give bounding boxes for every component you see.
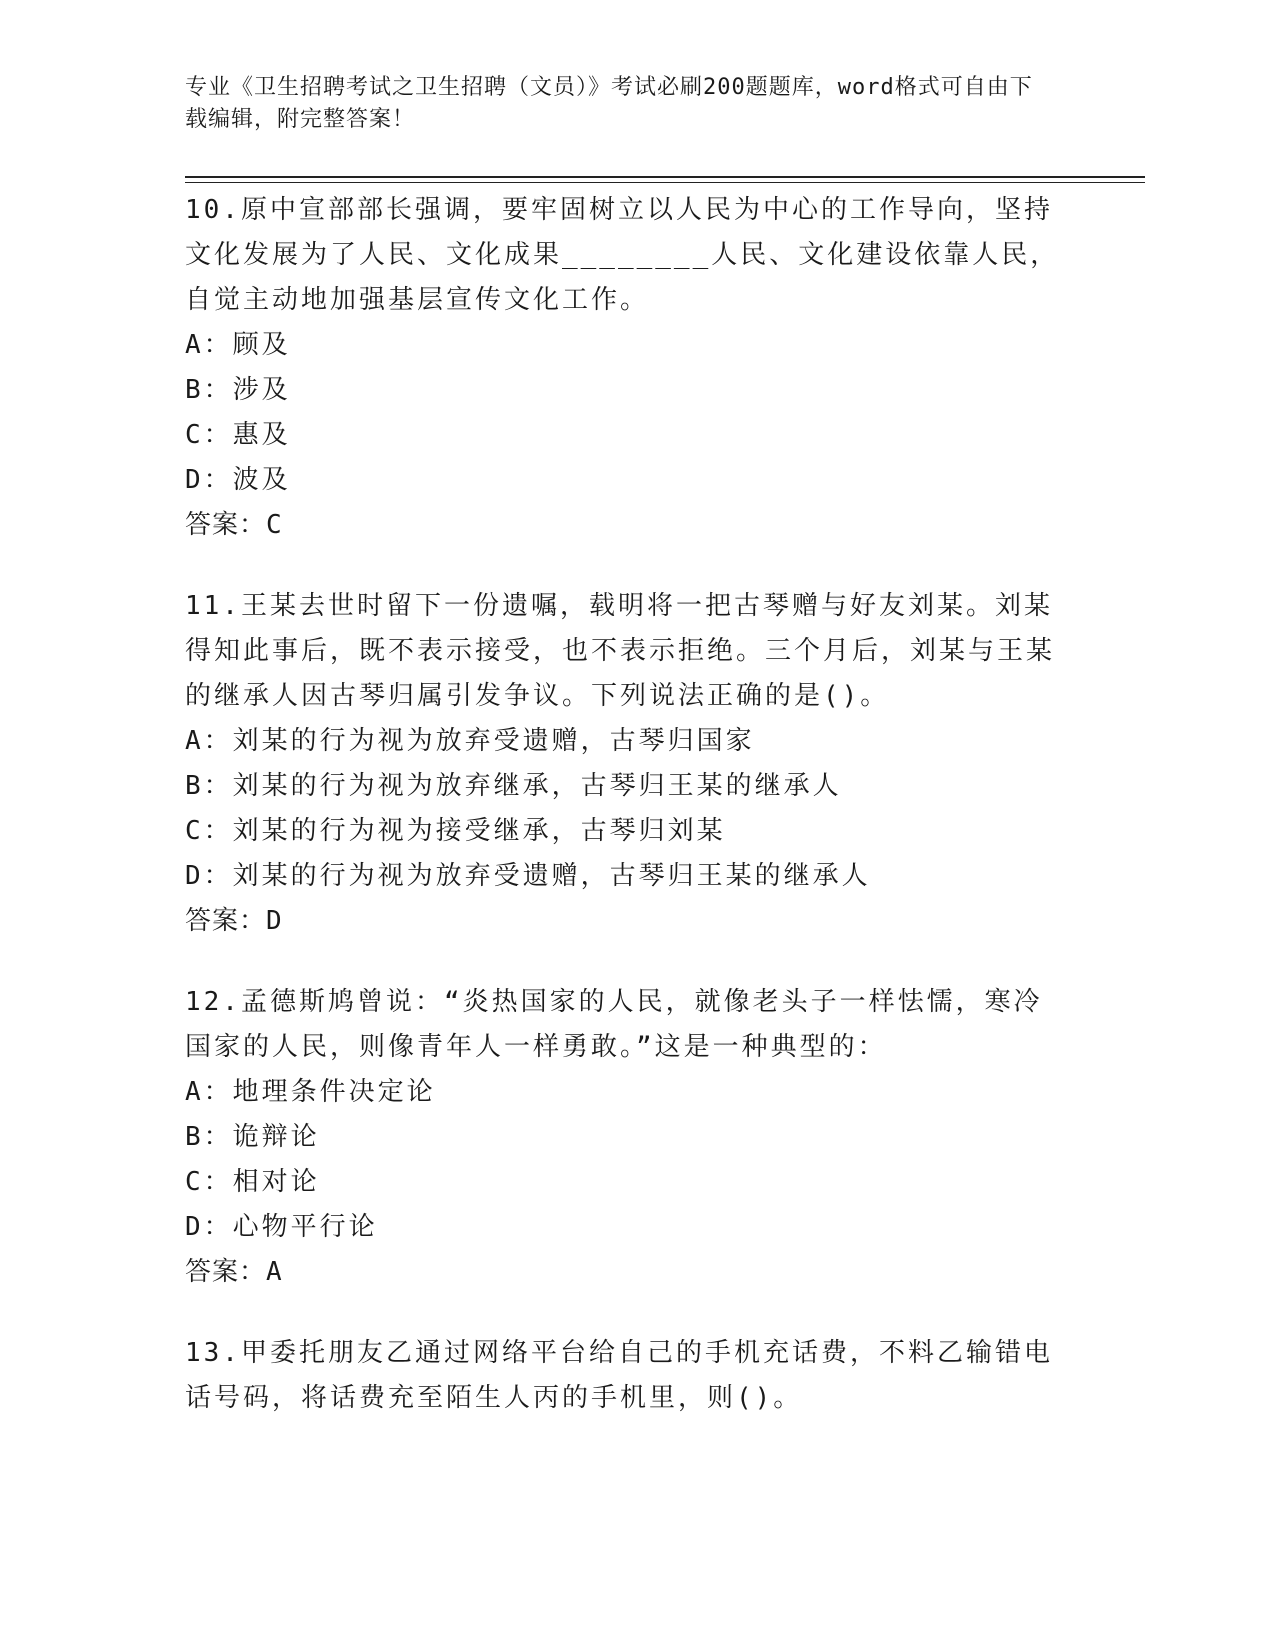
answer-label: 答案： <box>185 906 267 936</box>
answer-line <box>185 503 1065 548</box>
option-c: C：惠及 <box>185 420 291 450</box>
question-stem: 11.王某去世时留下一份遗嘱，载明将一把古琴赠与好友刘某。刘某得知此事后，既不表示接受，也不表示拒绝。三个月后，刘某与王某的继承人因古琴归属引发争议。下列说法正确的是()。 <box>185 591 1056 711</box>
question-11 <box>185 584 1065 944</box>
question-stem: 10.原中宣部部长强调，要牢固树立以人民为中心的工作导向，坚持文化发展为了人民、文化成果________人民、文化建设依靠人民，自觉主动地加强基层宣传文化工作。 <box>185 195 1060 315</box>
header-divider-thick <box>185 176 1145 178</box>
question-10 <box>185 188 1065 548</box>
option-a: A：刘某的行为视为放弃受遗赠，古琴归国家 <box>185 726 755 756</box>
header-divider-thin <box>185 182 1145 183</box>
option-b: B：刘某的行为视为放弃继承，古琴归王某的继承人 <box>185 771 842 801</box>
question-stem: 13.甲委托朋友乙通过网络平台给自己的手机充话费，不料乙输错电话号码，将话费充至陌生人丙的手机里，则()。 <box>185 1338 1053 1413</box>
question-12 <box>185 980 1065 1295</box>
option-a: A：顾及 <box>185 330 291 360</box>
question-13 <box>185 1331 1065 1421</box>
answer-label: 答案： <box>185 510 267 540</box>
answer-value: D <box>266 906 283 936</box>
answer-value: C <box>266 510 283 540</box>
answer-line <box>185 899 1065 944</box>
option-b: B：涉及 <box>185 375 291 405</box>
answer-value: A <box>266 1257 283 1287</box>
option-d: D：波及 <box>185 465 291 495</box>
option-d: D：心物平行论 <box>185 1212 378 1242</box>
option-c: C：相对论 <box>185 1167 320 1197</box>
question-stem: 12.孟德斯鸠曾说：“炎热国家的人民，就像老头子一样怯懦，寒冷国家的人民，则像青年人一样勇敢。”这是一种典型的： <box>185 987 1043 1062</box>
answer-line <box>185 1250 1065 1295</box>
option-b: B：诡辩论 <box>185 1122 320 1152</box>
option-c: C：刘某的行为视为接受继承，古琴归刘某 <box>185 816 726 846</box>
option-a: A：地理条件决定论 <box>185 1077 436 1107</box>
answer-label: 答案： <box>185 1257 267 1287</box>
question-list <box>185 188 1065 1457</box>
document-header: 专业《卫生招聘考试之卫生招聘（文员）》考试必刷200题题库，word格式可自由下载编辑，附完整答案！ <box>185 75 1033 132</box>
option-d: D：刘某的行为视为放弃受遗赠，古琴归王某的继承人 <box>185 861 871 891</box>
